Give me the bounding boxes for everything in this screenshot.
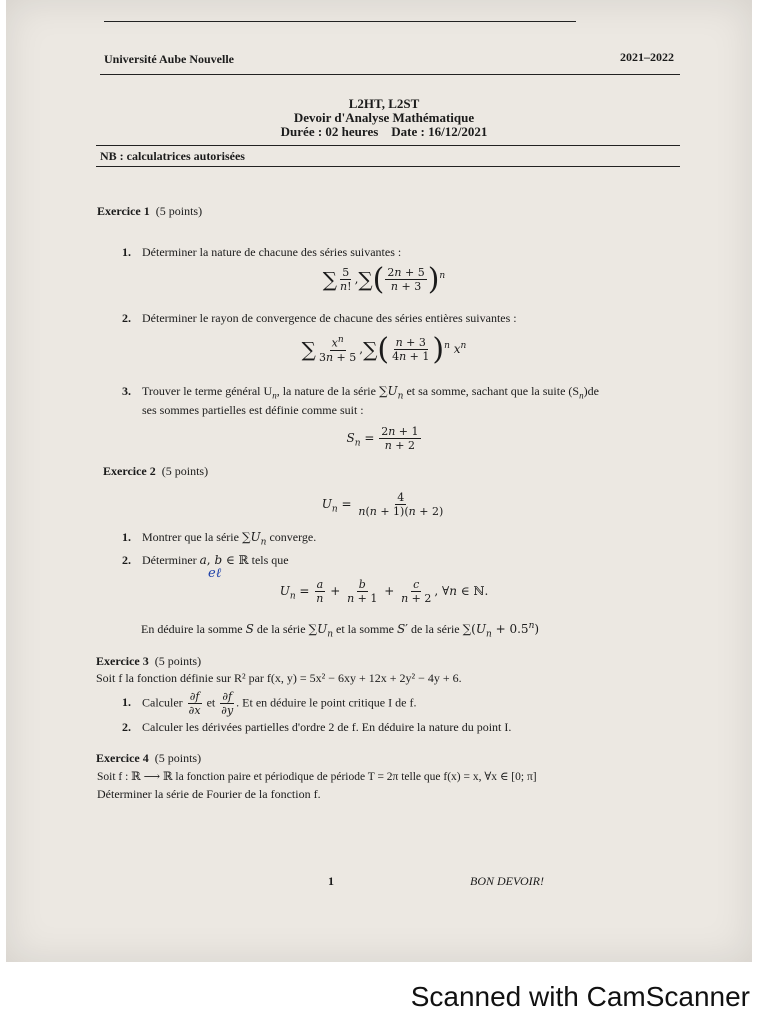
exercise-1-points: (5 points) bbox=[155, 204, 203, 218]
ex1-q3-part-a: Trouver le terme général U bbox=[142, 384, 273, 398]
ex4-line-1: Soit f : ℝ ⟶ ℝ la fonction paire et périodique de période T = 2π telle que f(x) = x, ∀x ∈ [0; π] bbox=[97, 771, 537, 783]
nb-note: NB : calculatrices autorisées bbox=[100, 149, 245, 163]
ex2-deduce: En déduire la somme S de la série $\sum U_n$ et la somme S′ de la série $\sum(U_n + 0.5^n)$ bbox=[141, 621, 540, 640]
ex2-q2-part-a: Déterminer bbox=[142, 553, 200, 567]
exam-duration-date: Durée : 02 heures Date : 16/12/2021 bbox=[280, 124, 488, 139]
ex4-line-2: Déterminer la série de Fourier de la fonction f. bbox=[97, 787, 321, 801]
ex2-question-1: 1. Montrer que la série $\sum U_n$ converge. bbox=[122, 530, 317, 548]
ex2-deduce-part-b: de la série bbox=[253, 622, 309, 636]
ex3-intro: Soit f la fonction définie sur R² par f(x, y) = 5x² − 6xy + 12x + 2y² − 4y + 6. bbox=[96, 671, 462, 685]
exam-title: Devoir d'Analyse Mathématique bbox=[293, 110, 475, 125]
ex1-q1-text: Déterminer la nature de chacune des séries suivantes : bbox=[142, 245, 402, 259]
ex1-partial-sum-formula: $S_n$ = $\frac{2n + 1}{n + 2}$ bbox=[346, 425, 419, 453]
ex1-question-3: 3. Trouver le terme général $U_n$, la nature de la série $\sum U_n$ et sa somme, sachant que la suite $(S_n)de$ bbox=[122, 384, 599, 402]
ex2-q1-part-b: converge. bbox=[266, 530, 317, 544]
exercise-3-title bbox=[96, 654, 201, 669]
ex1-q2-series: ∑ $\frac{x^n}{3n + 5}$ ,∑( $\frac{n + 3}{4n + 1}$ )$^n$ $x^n$ bbox=[301, 332, 467, 367]
ex3-q1-part-a: Calculer bbox=[142, 695, 186, 710]
ex2-deduce-part-a: En déduire la somme bbox=[141, 622, 246, 636]
ex3-q1-part-c: . Et en déduire le point critique I de f. bbox=[236, 695, 417, 710]
page-number: 1 bbox=[328, 874, 334, 888]
ex3-question-1: 1. Calculer $\frac{\partial f}{\partial x}$ et $\frac{\partial f}{\partial y}$ . Et en déduire le point critique I de f. bbox=[122, 690, 417, 718]
ex2-question-2: 2. Déterminer a, b ∈ ℝ tels que bbox=[122, 553, 289, 567]
exercise-2-label: Exercice 2 bbox=[103, 464, 156, 478]
ex2-un-formula: $U_n$ = $\frac{4}{n(n + 1)(n + 2)}$ bbox=[321, 491, 444, 519]
header-rule bbox=[100, 74, 680, 75]
university-name: Université Aube Nouvelle bbox=[104, 52, 234, 66]
academic-year: 2021–2022 bbox=[620, 50, 674, 64]
exercise-1-title bbox=[97, 204, 202, 219]
camscanner-watermark: Scanned with CamScanner bbox=[0, 970, 768, 1024]
nb-rule-top bbox=[96, 145, 680, 146]
top-rule bbox=[104, 21, 576, 22]
ex1-q3-line-2: ses sommes partielles est définie comme suit : bbox=[142, 403, 364, 417]
exercise-2-points: (5 points) bbox=[161, 464, 209, 478]
ex2-decomposition-formula: $U_n$ = $\frac{a}{n}$ + $\frac{b}{n + 1}$ + $\frac{c}{n + 2}$ , ∀n ∈ ℕ. bbox=[279, 578, 489, 606]
handwritten-annotation: eℓ bbox=[208, 566, 222, 581]
ex3-q2-text: Calculer les dérivées partielles d'ordre 2 de f. En déduire la nature du point I. bbox=[142, 720, 512, 734]
exercise-3-points: (5 points) bbox=[154, 654, 202, 668]
ex3-question-2: 2. Calculer les dérivées partielles d'ordre 2 de f. En déduire la nature du point I. bbox=[122, 720, 512, 734]
nb-rule-bottom bbox=[96, 166, 680, 167]
ex1-question-1: 1. Déterminer la nature de chacune des séries suivantes : bbox=[122, 245, 402, 259]
ex1-q1-series: ∑ $\frac{5}{n!}$ ,∑( $\frac{2n + 5}{n + 3}$ )$^n$ bbox=[322, 262, 446, 297]
exercise-4-label: Exercice 4 bbox=[96, 751, 149, 765]
ex2-q2-part-b: tels que bbox=[248, 553, 289, 567]
ex1-q3-part-b: , la nature de la série bbox=[276, 384, 379, 398]
ex3-q1-part-b: et bbox=[203, 695, 219, 710]
ex1-q3-part-d: )de bbox=[583, 384, 599, 398]
ex1-question-2: 2. Déterminer le rayon de convergence de chacune des séries entières suivantes : bbox=[122, 311, 517, 325]
ex1-q3-part-c: et sa somme, sachant que la suite (S bbox=[403, 384, 580, 398]
exercise-4-title bbox=[96, 751, 201, 766]
exercise-1-label: Exercice 1 bbox=[97, 204, 150, 218]
exercise-2-title bbox=[103, 464, 208, 479]
course-code: L2HT, L2ST bbox=[348, 96, 420, 111]
ex2-deduce-part-c: et la somme bbox=[333, 622, 397, 636]
exercise-4-points: (5 points) bbox=[154, 751, 202, 765]
ex1-q2-text: Déterminer le rayon de convergence de chacune des séries entières suivantes : bbox=[142, 311, 517, 325]
ex2-q1-part-a: Montrer que la série bbox=[142, 530, 242, 544]
exercise-3-label: Exercice 3 bbox=[96, 654, 149, 668]
closing-text: BON DEVOIR! bbox=[470, 874, 544, 888]
ex2-deduce-part-d: de la série bbox=[407, 622, 463, 636]
